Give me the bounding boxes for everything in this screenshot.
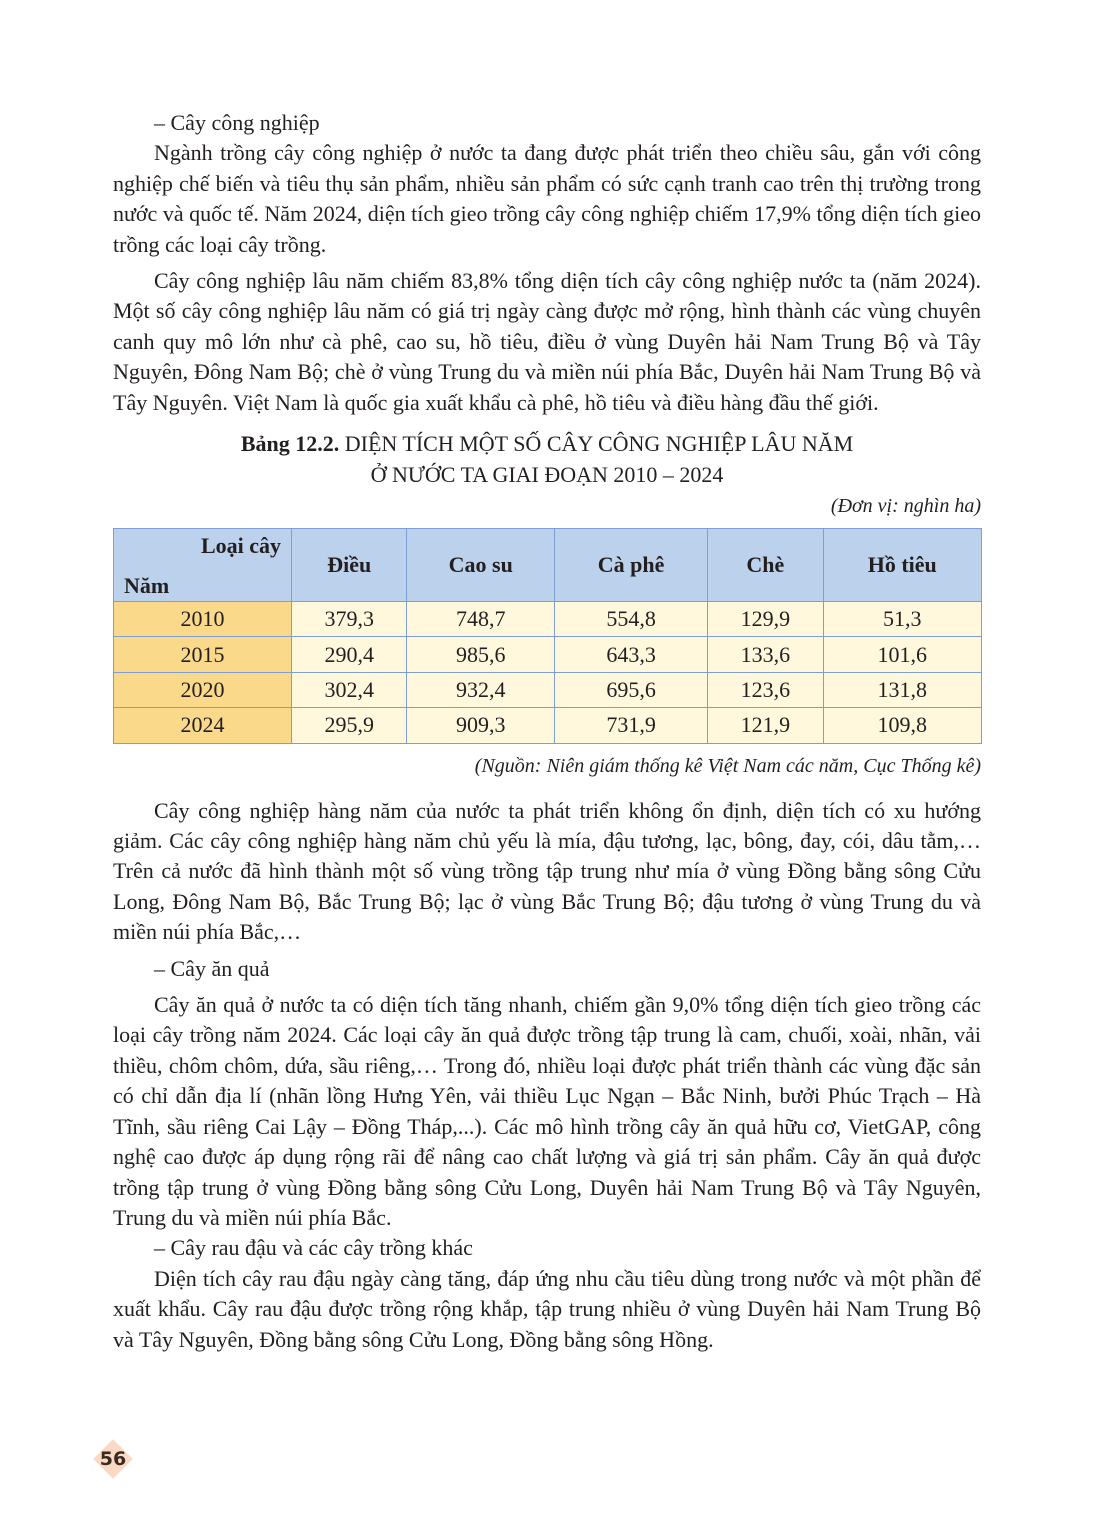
- page-content: [113, 108, 981, 1355]
- value-cell: 295,9: [292, 708, 407, 743]
- paragraph: Cây công nghiệp lâu năm chiếm 83,8% tổng diện tích cây công nghiệp nước ta (năm 2024). Một số cây công nghiệp lâu năm có giá trị ngày càng được mở rộng, hình thành các vùng chuyên canh quy mô lớn như cà phê, cao su, hồ tiêu, điều ở vùng Duyên hải Nam Trung Bộ và Tây Nguyên, Đông Nam Bộ; chè ở vùng Trung du và miền núi phía Bắc, Duyên hải Nam Trung Bộ và Tây Nguyên. Việt Nam là quốc gia xuất khẩu cà phê, hồ tiêu và điều hàng đầu thế giới.: [113, 268, 981, 415]
- table-row: [114, 602, 982, 637]
- paragraph: Cây ăn quả ở nước ta có diện tích tăng nhanh, chiếm gần 9,0% tổng diện tích gieo trồng các loại cây trồng năm 2024. Các loại cây ăn quả được trồng tập trung là cam, chuối, xoài, nhãn, vải thiều, chôm chôm, dứa, sầu riêng,… Trong đó, nhiều loại được phát triển thành các vùng đặc sản có chỉ dẫn địa lí (nhãn lồng Hưng Yên, vải thiều Lục Ngạn – Bắc Ninh, bưởi Phúc Trạch – Hà Tĩnh, sầu riêng Cai Lậy – Đồng Tháp,...). Các mô hình trồng cây ăn quả hữu cơ, VietGAP, công nghệ cao được áp dụng rộng rãi để nâng cao chất lượng và giá trị sản phẩm. Cây ăn quả được trồng tập trung ở vùng Đồng bằng sông Cửu Long, Duyên hải Nam Trung Bộ và Tây Nguyên, Trung du và miền núi phía Bắc.: [113, 992, 981, 1230]
- table-caption: [113, 428, 981, 490]
- year-cell: 2010: [114, 602, 292, 637]
- value-cell: 932,4: [407, 672, 555, 707]
- subheading-industrial-crops: – Cây công nghiệp: [154, 110, 320, 135]
- paragraph: Diện tích cây rau đậu ngày càng tăng, đáp ứng nhu cầu tiêu dùng trong nước và một phần để xuất khẩu. Cây rau đậu được trồng rộng khắp, tập trung nhiều ở vùng Duyên hải Nam Trung Bộ và Tây Nguyên, Đồng bằng sông Cửu Long, Đồng bằng sông Hồng.: [113, 1265, 981, 1352]
- value-cell: 554,8: [555, 602, 708, 637]
- year-cell: 2015: [114, 637, 292, 672]
- table-unit: (Đơn vị: nghìn ha): [830, 495, 981, 518]
- table-header-row: [114, 529, 982, 602]
- value-cell: 129,9: [708, 602, 823, 637]
- table-row: [114, 637, 982, 672]
- text-section-bottom: [113, 796, 981, 1355]
- value-cell: 643,3: [555, 637, 708, 672]
- value-cell: 379,3: [292, 602, 407, 637]
- table-caption-label: Bảng 12.2.: [240, 431, 340, 457]
- corner-label-crop: Loại cây: [200, 533, 281, 559]
- page-number-badge: [94, 1440, 132, 1478]
- column-header: Chè: [708, 529, 823, 602]
- value-cell: 748,7: [407, 602, 555, 637]
- table-corner-cell: [114, 529, 292, 602]
- year-cell: 2020: [114, 672, 292, 707]
- value-cell: 133,6: [708, 637, 823, 672]
- year-cell: 2024: [114, 708, 292, 743]
- value-cell: 131,8: [823, 672, 981, 707]
- value-cell: 302,4: [292, 672, 407, 707]
- value-cell: 109,8: [823, 708, 981, 743]
- value-cell: 51,3: [823, 602, 981, 637]
- value-cell: 695,6: [555, 672, 708, 707]
- value-cell: 123,6: [708, 672, 823, 707]
- value-cell: 985,6: [407, 637, 555, 672]
- paragraph: Cây công nghiệp hàng năm của nước ta phát triển không ổn định, diện tích có xu hướng giảm. Các cây công nghiệp hàng năm chủ yếu là mía, đậu tương, lạc, bông, đay, cói, dâu tằm,… Trên cả nước đã hình thành một số vùng trồng tập trung như mía ở vùng Đồng bằng sông Cửu Long, Đông Nam Bộ, Bắc Trung Bộ; lạc ở vùng Bắc Trung Bộ; đậu tương ở vùng Trung du và miền núi phía Bắc,…: [113, 797, 981, 945]
- paragraph: Ngành trồng cây công nghiệp ở nước ta đang được phát triển theo chiều sâu, gắn với công nghiệp chế biến và tiêu thụ sản phẩm, nhiều sản phẩm có sức cạnh tranh cao trên thị trường trong nước và quốc tế. Năm 2024, diện tích gieo trồng cây công nghiệp chiếm 17,9% tổng diện tích gieo trồng các loại cây trồng.: [113, 140, 981, 257]
- data-table: [113, 528, 982, 744]
- table-source: (Nguồn: Niên giám thống kê Việt Nam các năm, Cục Thống kê): [474, 754, 981, 777]
- column-header: Điều: [292, 529, 407, 602]
- column-header: Hồ tiêu: [823, 529, 981, 602]
- value-cell: 909,3: [407, 708, 555, 743]
- column-header: Cao su: [407, 529, 555, 602]
- value-cell: 290,4: [292, 637, 407, 672]
- table-row: [114, 708, 982, 743]
- column-header: Cà phê: [555, 529, 708, 602]
- value-cell: 121,9: [708, 708, 823, 743]
- text-section-top: [113, 108, 981, 418]
- table-caption-line2: Ở NƯỚC TA GIAI ĐOẠN 2010 – 2024: [370, 462, 724, 488]
- corner-label-year: Năm: [124, 573, 170, 599]
- subheading-vegetables: – Cây rau đậu và các cây trồng khác: [154, 1235, 473, 1261]
- page-number: 56: [99, 1448, 127, 1470]
- value-cell: 731,9: [555, 708, 708, 743]
- table-row: [114, 672, 982, 707]
- value-cell: 101,6: [823, 637, 981, 672]
- table-caption-line1: DIỆN TÍCH MỘT SỐ CÂY CÔNG NGHIỆP LÂU NĂM: [344, 431, 854, 457]
- subheading-fruit-trees: – Cây ăn quả: [154, 955, 270, 981]
